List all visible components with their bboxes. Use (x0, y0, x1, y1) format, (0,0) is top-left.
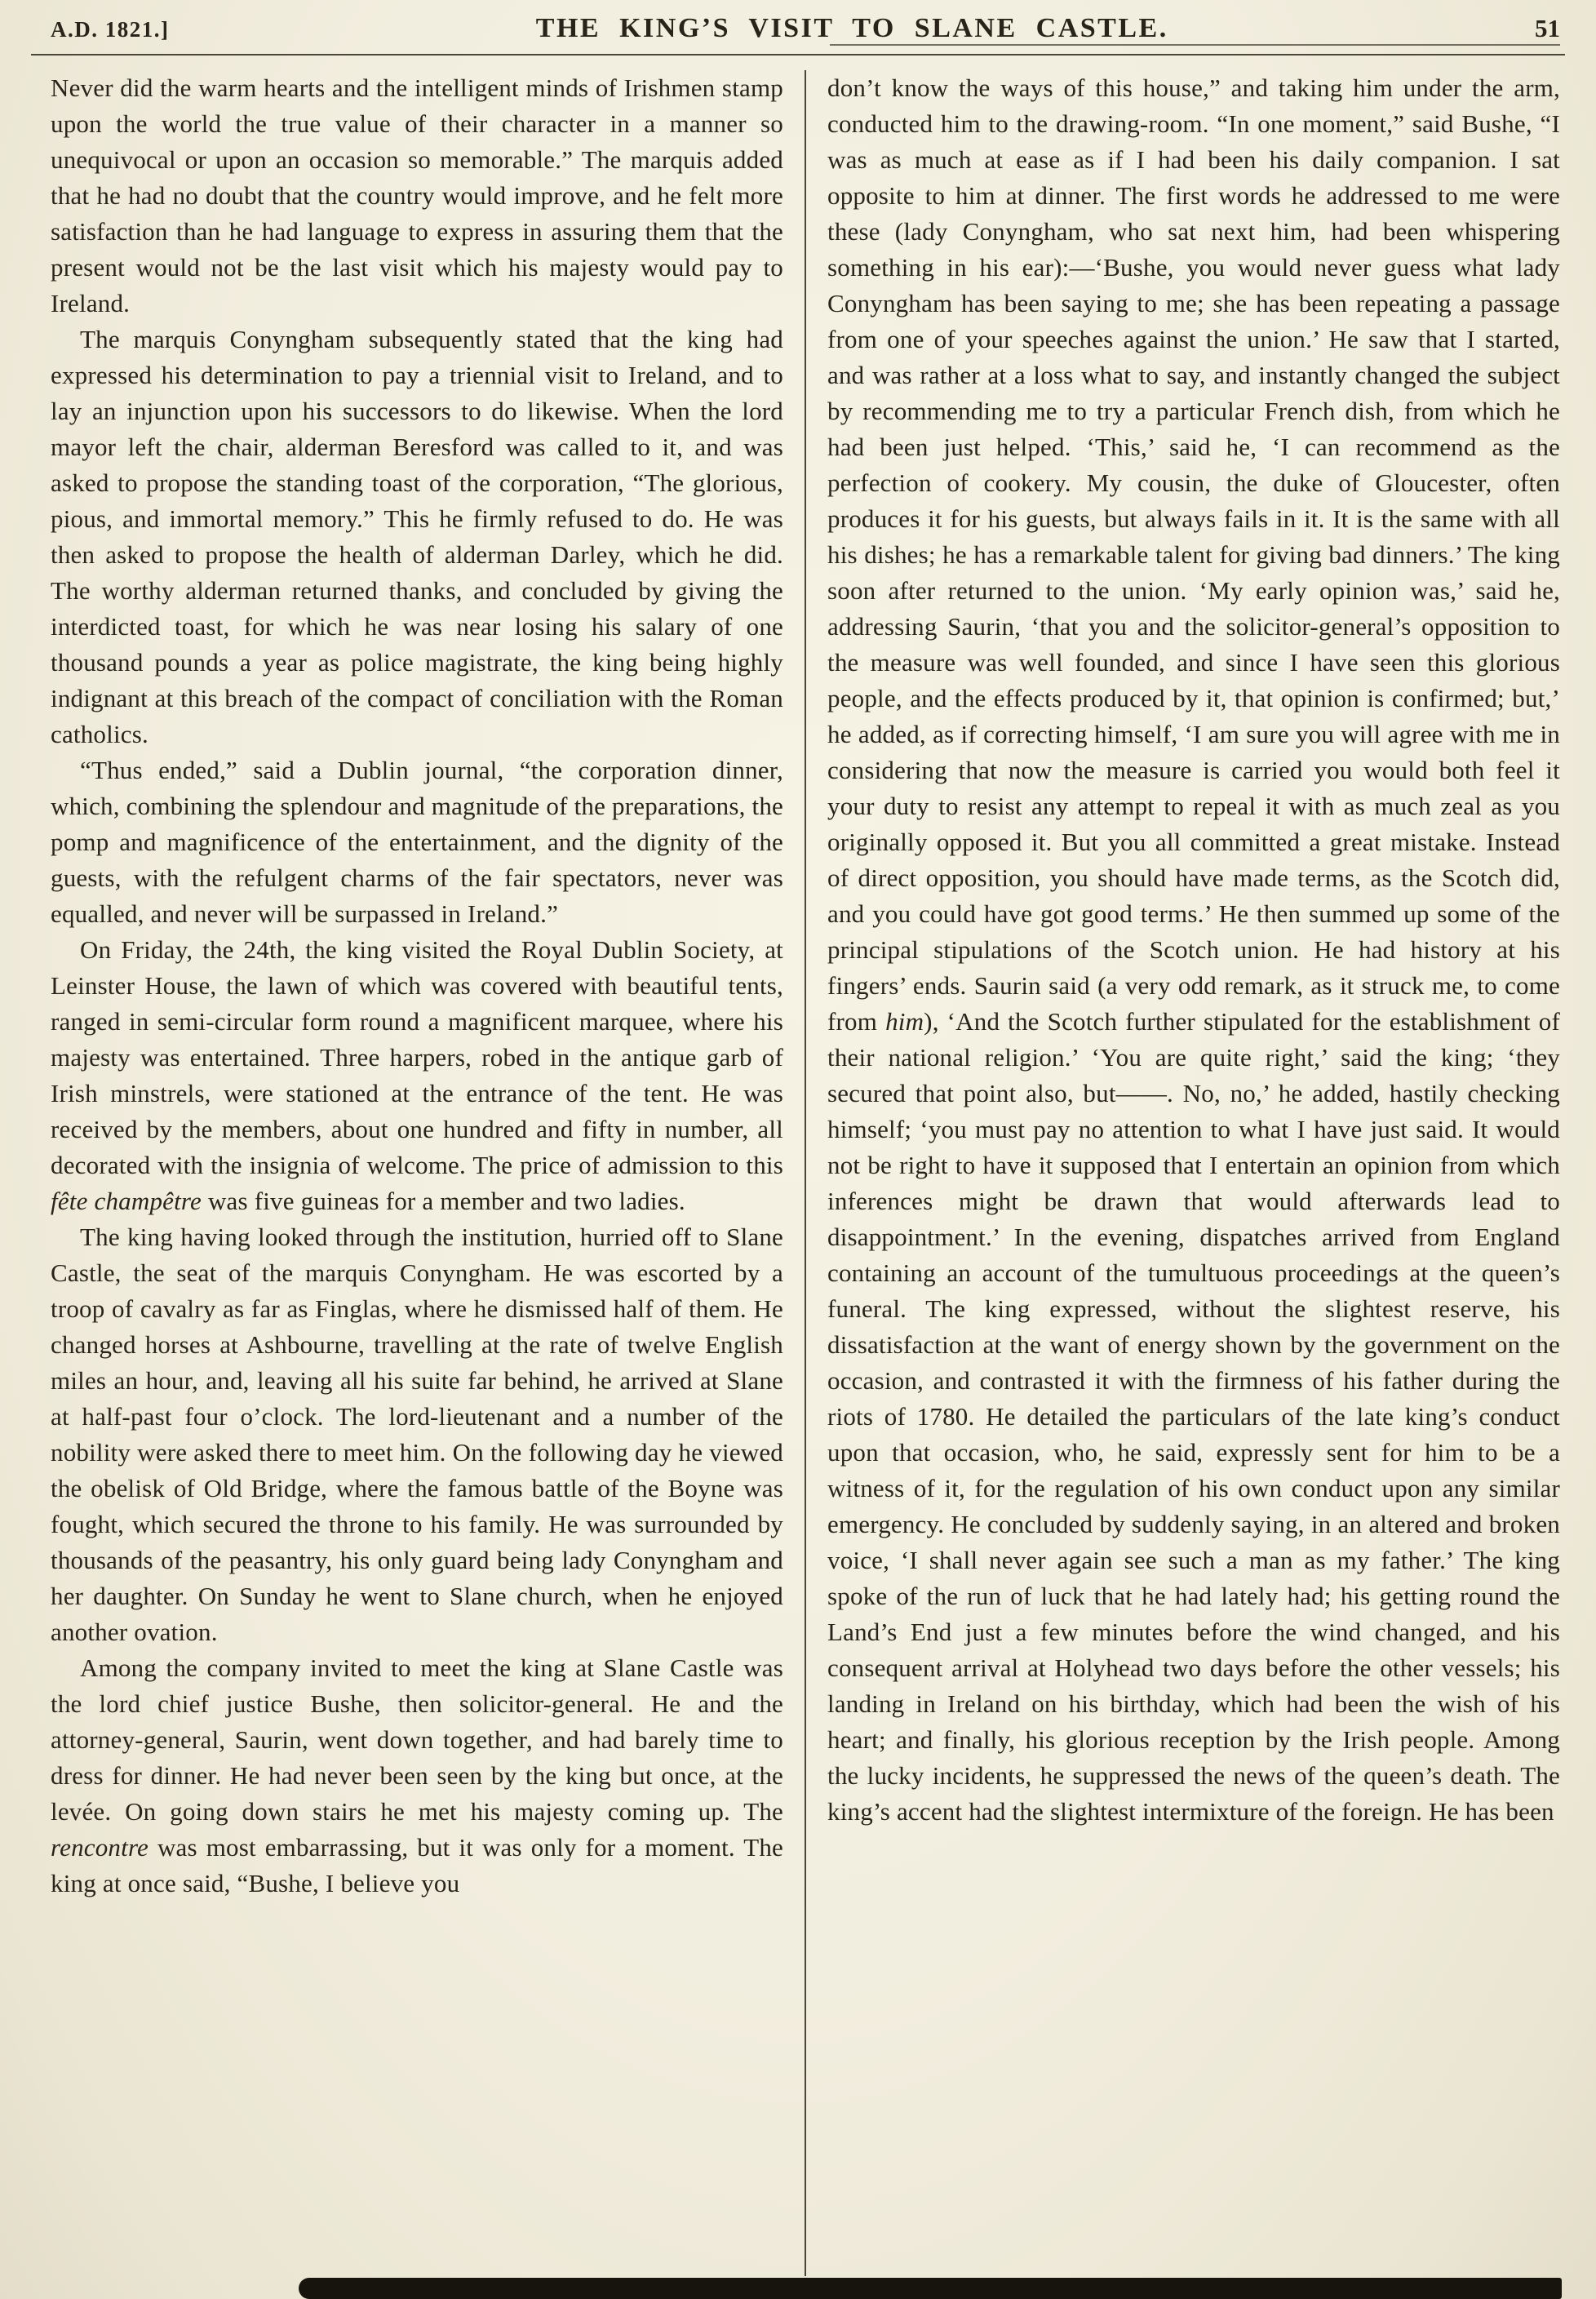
page-number: 51 (1535, 14, 1560, 42)
page-header (51, 13, 1560, 44)
header-rule (31, 54, 1565, 55)
text-columns (51, 70, 1560, 2276)
paragraph: don’t know the ways of this house,” and taking him under the arm, conducted him to the drawing-room. “In one moment,” said Bushe, “I was as much at ease as if I had been his daily companion. I sat opposite to him at dinner. The first words he addressed to me were these (lady Conyngham, who sat next him, had been whispering something in his ear):—‘Bushe, you would never guess what lady Conyngham has been saying to me; she has been repeating a passage from one of your speeches against the union.’ He saw that I started, and was rather at a loss what to say, and instantly changed the subject by recommending me to try a particular French dish, from which he had been just helped. ‘This,’ said he, ‘I can recommend as the perfection of cookery. My cousin, the duke of Gloucester, often produces it for his guests, but always fails in it. It is the same with all his dishes; he has a remarkable talent for giving bad dinners.’ The king soon after returned to the union. ‘My early opinion was,’ said he, addressing Saurin, ‘that you and the solicitor-general’s opposition to the measure was well founded, and since I have seen this glorious people, and the effects produced by it, that opinion is confirmed; but,’ he added, as if correcting himself, ‘I am sure you will agree with me in considering that now the measure is carried you would both feel it your duty to resist any attempt to repeal it with as much zeal as you originally opposed it. But you all committed a great mistake. Instead of direct opposition, you should have made terms, as the Scotch did, and you could have got good terms.’ He then summed up some of the principal stipulations of the Scotch union. He had history at his fingers’ ends. Saurin said (a very odd remark, as it struck me, to come from him), ‘And the Scotch further stipulated for the establishment of their national religion.’ ‘You are quite right,’ said the king; ‘they secured that point also, but——. No, no,’ he added, hastily checking himself; ‘you must pay no attention to what I have just said. It would not be right to have it supposed that I entertain an opinion from which inferences might be drawn that would afterwards lead to disappointment.’ In the evening, dispatches arrived from England containing an account of the tumultuous proceedings at the queen’s funeral. The king expressed, without the slightest reserve, his dissatisfaction at the want of energy shown by the government on the occasion, and contrasted it with the firmness of his father during the riots of 1780. He detailed the particulars of the late king’s conduct upon that occasion, who, he said, expressly sent for him to be a witness of it, for the regulation of his own conduct upon any similar emergency. He concluded by suddenly saying, in an altered and broken voice, ‘I shall never again see such a man as my father.’ The king spoke of the run of luck that he had lately had; his getting round the Land’s End just a few minutes before the wind changed, and his consequent arrival at Holyhead two days before the other vessels; his landing in Ireland on his birthday, which had been the wish of his heart; and finally, his glorious reception by the Irish people. Among the lucky incidents, he suppressed the news of the queen’s death. The king’s accent had the slightest intermixture of the foreign. He has been (827, 73, 1560, 1826)
paragraph: Among the company invited to meet the king at Slane Castle was the lord chief justice Bushe, then solicitor-general. He and the attorney-general, Saurin, went down together, and had barely time to dress for dinner. He had never been seen by the king but once, at the levée. On going down stairs he met his majesty coming up. The rencontre was most embarrassing, but it was only for a moment. The king at once said, “Bushe, I believe you (51, 1653, 783, 1897)
paragraph: The marquis Conyngham subsequently stated that the king had expressed his determination to pay a triennial visit to Ireland, and to lay an injunction upon his successors to do likewise. When the lord mayor left the chair, alderman Beresford was called to it, and was asked to propose the standing toast of the corporation, “The glorious, pious, and immortal memory.” This he firmly refused to do. He was then asked to propose the health of alderman Darley, which he did. The worthy alderman returned thanks, and concluded by giving the interdicted toast, for which he was near losing his salary of one thousand pounds a year as police magistrate, the king being highly indignant at this breach of the compact of conciliation with the Roman catholics. (51, 325, 783, 748)
column-divider (805, 70, 806, 2276)
column-left (51, 70, 783, 2276)
page-title: THE KING’S VISIT TO SLANE CASTLE. (535, 13, 1168, 43)
paragraph: Never did the warm hearts and the intelligent minds of Irishmen stamp upon the world the true value of their character in a manner so unequivocal or upon an occasion so memorable.” The marquis added that he had no doubt that the country would improve, and he felt more satisfaction than he had language to express in assuring them that the present would not be the last visit which his majesty would pay to Ireland. (51, 73, 783, 317)
paragraph: The king having looked through the institution, hurried off to Slane Castle, the seat of the marquis Conyngham. He was escorted by a troop of cavalry as far as Finglas, where he dismissed half of them. He changed horses at Ashbourne, travelling at the rate of twelve English miles an hour, and, leaving all his suite far behind, he arrived at Slane at half-past four o’clock. The lord-lieutenant and a number of the nobility were asked there to meet him. On the following day he viewed the obelisk of Old Bridge, where the famous battle of the Boyne was fought, which secured the throne to his family. He was surrounded by thousands of the peasantry, his only guard being lady Conyngham and her daughter. On Sunday he went to Slane church, when he enjoyed another ovation. (51, 1223, 783, 1646)
scan-edge-bar (299, 2278, 1562, 2299)
header-rule-secondary (830, 44, 1560, 46)
paragraph: “Thus ended,” said a Dublin journal, “the corporation dinner, which, combining the splendour and magnitude of the preparations, the pomp and magnificence of the entertainment, and the dignity of the guests, with the refulgent charms of the fair spectators, never was equalled, and never will be surpassed in Ireland.” (51, 756, 783, 928)
paragraph: On Friday, the 24th, the king visited the Royal Dublin Society, at Leinster House, the lawn of which was covered with beautiful tents, ranged in semi-circular form round a magnificent marquee, where his majesty was entertained. Three harpers, robed in the antique garb of Irish minstrels, were stationed at the entrance of the tent. He was received by the members, about one hundred and fifty in number, all decorated with the insignia of welcome. The price of admission to this fête champêtre was five guineas for a member and two ladies. (51, 935, 783, 1215)
header-date: A.D. 1821.] (51, 17, 170, 42)
column-right (827, 70, 1560, 2276)
